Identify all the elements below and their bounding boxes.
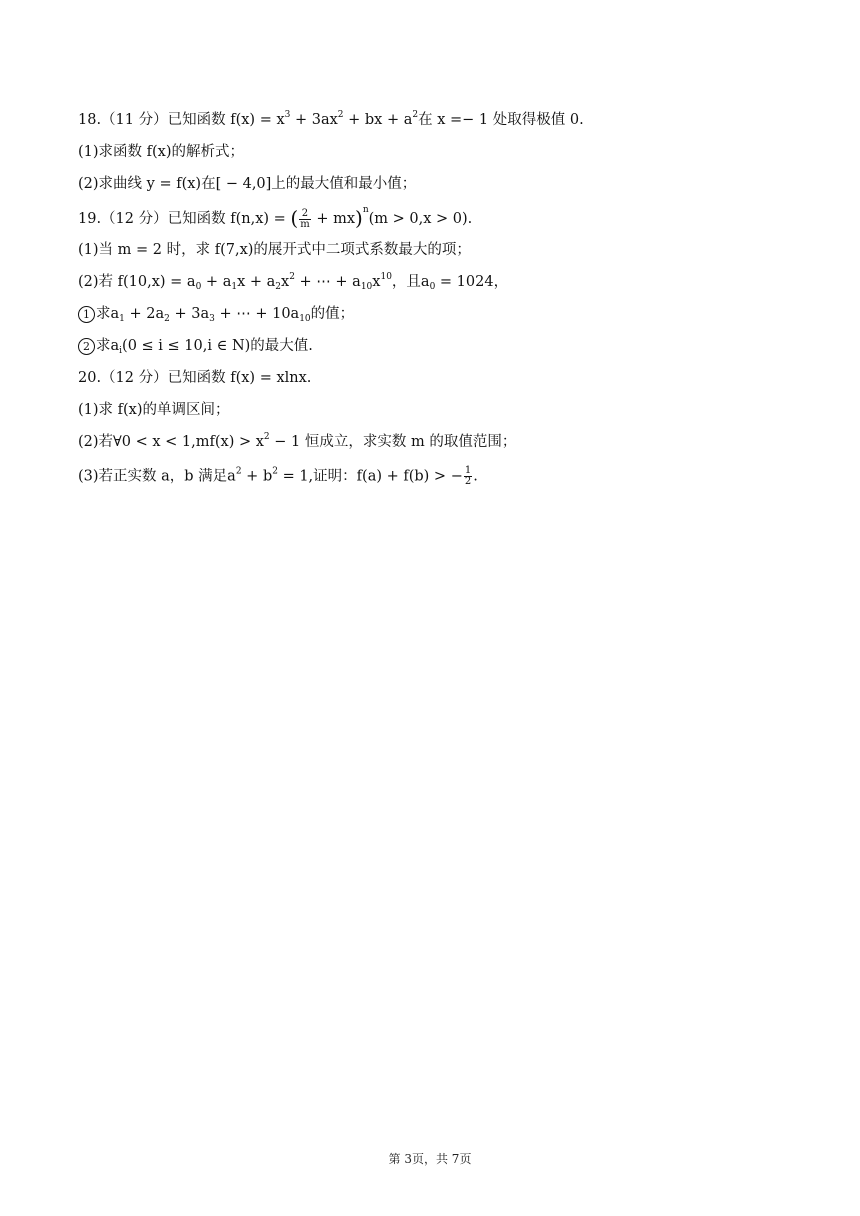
superscript: 2 (289, 272, 295, 282)
fraction-denominator: 2 (464, 476, 472, 487)
problem-19-head: 19.（12 分）已知函数 f(n,x) = (78, 211, 291, 227)
q2-part: − 1 恒成立，求实数 m 的取值范围； (269, 434, 517, 450)
problem-20-q3 (78, 466, 798, 486)
subscript: 10 (360, 282, 373, 292)
problem-19-sub2 (78, 336, 798, 356)
problem-18-q1: (1)求函数 f(x)的解析式； (78, 144, 245, 160)
problem-19-statement (78, 205, 798, 230)
sub1-part: 的值； (310, 306, 355, 322)
superscript: 2 (235, 466, 242, 477)
problem-20-statement: 20.（12 分）已知函数 f(x) = xlnx. (78, 370, 312, 386)
superscript: 2 (337, 110, 344, 120)
problem-19-q1: (1)当 m = 2 时，求 f(7,x)的展开式中二项式系数最大的项； (78, 242, 471, 258)
sub1-part: + 3a (169, 306, 210, 322)
page-footer: 第 3页，共 7页 (388, 1152, 472, 1166)
subscript: 0 (195, 282, 202, 292)
q3-part: . (473, 468, 478, 485)
q2-part: x (281, 274, 290, 290)
superscript: n (362, 205, 369, 215)
problem-20-q2 (78, 432, 798, 452)
fraction-numerator: 2 (299, 209, 310, 220)
problem-18-term: + 3ax (290, 112, 338, 128)
problem-18-fx: f(x) = x (230, 112, 285, 128)
fraction (464, 466, 472, 487)
right-paren: ) (355, 206, 363, 230)
problem-19-tail: (m > 0,x > 0). (368, 211, 473, 227)
subscript: 10 (299, 314, 311, 324)
q3-part: (3)若正实数 a，b 满足a (78, 468, 236, 485)
q3-part: = 1,证明：f(a) + f(b) > − (277, 468, 463, 485)
sub1-part: + ⋯ + 10a (214, 306, 300, 322)
problem-20-q1: (1)求 f(x)的单调区间； (78, 402, 230, 418)
sub2-part: (0 ≤ i ≤ 10,i ∈ N)的最大值. (122, 338, 313, 354)
exam-content (78, 110, 798, 486)
subscript: 2 (275, 282, 282, 292)
problem-18-q2: (2)求曲线 y = f(x)在[ − 4,0]上的最大值和最小值； (78, 176, 417, 192)
sub1-part: 求a (96, 306, 120, 322)
q2-part: = 1024， (435, 274, 509, 290)
circled-number-2: 2 (78, 338, 95, 355)
subscript: 0 (429, 282, 436, 292)
q3-part: + b (241, 468, 273, 485)
problem-18-statement (78, 110, 798, 130)
problem-18-tail: 在 x =− 1 处取得极值 0. (418, 112, 584, 128)
q2-part: x (372, 274, 381, 290)
superscript: 2 (263, 432, 270, 442)
problem-19-sub1 (78, 304, 798, 324)
q2-part: (2)若 f(10,x) = a (78, 274, 196, 290)
q2-part: + ⋯ + a (294, 274, 361, 290)
sub1-part: + 2a (124, 306, 165, 322)
fraction (299, 209, 310, 230)
circled-number-1: 1 (78, 306, 95, 323)
superscript: 3 (284, 110, 291, 120)
problem-18-term: + bx + a (343, 112, 413, 128)
superscript: 10 (380, 272, 392, 282)
problem-19-q2 (78, 272, 798, 292)
q2-part: + a (201, 274, 232, 290)
problem-19-term: + mx (316, 211, 355, 227)
superscript: 2 (272, 466, 278, 477)
q2-part: x + a (237, 274, 276, 290)
subscript: i (119, 346, 123, 356)
subscript: 1 (231, 282, 238, 292)
sub2-part: 求a (96, 338, 120, 354)
fraction-denominator: m (300, 218, 310, 230)
fraction-numerator: 1 (464, 465, 472, 476)
problem-18-head: 18.（11 分）已知函数 (78, 112, 226, 128)
q2-part: ，且a (391, 274, 430, 290)
superscript: 2 (412, 110, 419, 120)
subscript: 2 (164, 314, 170, 324)
subscript: 3 (209, 314, 215, 324)
left-paren: ( (290, 206, 299, 230)
q2-part: (2)若∀0 < x < 1,mf(x) > x (78, 434, 264, 450)
subscript: 1 (119, 314, 125, 324)
